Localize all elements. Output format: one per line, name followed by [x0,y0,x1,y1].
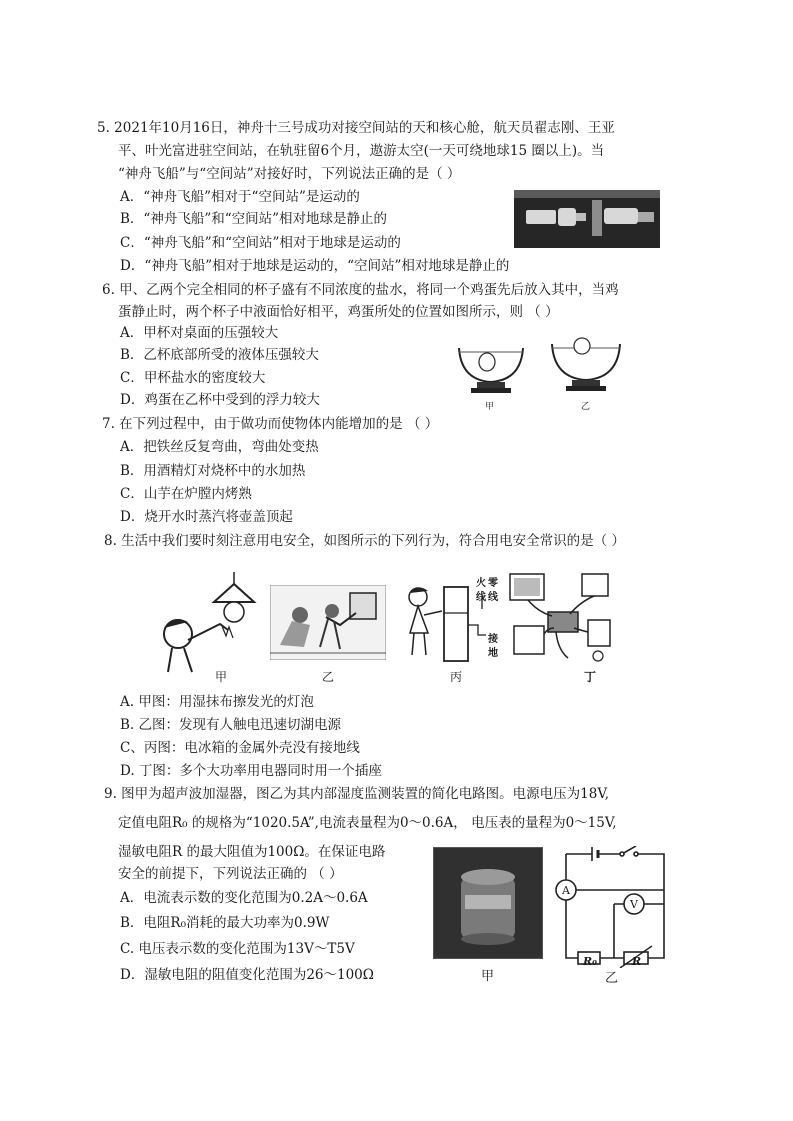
q7-option-c: C．山芋在炉膛内烤熟 [120,486,252,502]
egg-icon [574,338,590,354]
q9-stem-line-2: 定值电阻R₀ 的规格为“1020.5A”,电流表量程为0～0.6A， 电压表的量程为0～15V, [118,815,617,831]
q9-circuit-label-v: V [630,898,638,911]
q6-cup-yi [548,336,624,398]
q8-fig-label-xian-2: 线 [488,592,498,603]
q9-circuit-label-r: R [632,955,642,968]
q9-circuit-label-a: A [562,884,570,897]
q8-option-c: C、丙图：电冰箱的金属外壳没有接地线 [120,740,360,756]
computer-icon [514,626,544,654]
egg-icon [479,353,495,371]
q8-fig-ding-socket [508,572,618,664]
q7-option-b: B．用酒精灯对烧杯中的水加热 [120,463,306,479]
q6-option-b: B．乙杯底部所受的液体压强较大 [120,347,319,363]
q9-caption-yi: 乙 [605,971,619,986]
q5-stem-line-3: “神舟飞船”与“空间站”对接好时，下列说法正确的是（ ） [118,166,461,182]
power-strip-icon [548,612,578,632]
q6-stem-line-1: 6. 甲、乙两个完全相同的杯子盛有不同浓度的盐水，将同一个鸡蛋先后放入其中，当鸡 [102,282,619,298]
q8-caption-ding: 丁 [584,670,597,684]
q8-fig-label-huo: 火 [476,578,486,589]
q5-stem-line-1: 5. 2021年10月16日，神舟十三号成功对接空间站的天和核心舱，航天员翟志刚、王亚 [97,120,615,136]
humidifier-icon [461,869,515,945]
q9-stem-line-1: 9. 图甲为超声波加湿器，图乙为其内部湿度监测装置的简化电路图。电源电压为18V, [104,786,610,802]
q5-option-a: A．“神舟飞船”相对于“空间站”是运动的 [120,189,360,205]
fridge-icon [444,587,468,661]
q9-option-d: D．湿敏电阻的阻值变化范围为26～100Ω [120,967,374,983]
q8-caption-bing: 丙 [450,670,463,684]
q8-option-d: D. 丁图：多个大功率用电器同时用一个插座 [120,763,382,779]
q6-option-d: D．鸡蛋在乙杯中受到的浮力较大 [120,392,320,408]
q9-option-b: B．电阻R₀消耗的最大功率为0.9W [120,915,330,931]
q8-fig-label-jie: 接 [488,634,498,645]
q7-stem: 7. 在下列过程中，由于做功而使物体内能增加的是 （ ） [102,416,439,432]
q9-circuit-label-r0: R₀ [583,955,597,968]
q8-fig-yi-rescue [270,585,386,660]
q5-option-d: D．“神舟飞船”相对于地球是运动的，“空间站”相对地球是静止的 [120,258,510,274]
q5-option-b: B．“神舟飞船”和“空间站”相对地球是静止的 [120,211,388,227]
q8-fig-label-ling: 零 [488,578,498,589]
q6-caption-jia: 甲 [485,402,495,412]
q8-caption-jia: 甲 [215,670,228,684]
q5-option-c: C．“神舟飞船”和“空间站”相对于地球是运动的 [120,235,401,251]
q8-stem: 8. 生活中我们要时刻注意用电安全，如图所示的下列行为，符合用电安全常识的是（ ） [104,533,625,549]
lightbulb-icon [224,602,244,622]
q5-spacecraft-photo [514,190,660,248]
q6-caption-yi: 乙 [581,402,591,412]
q6-option-c: C．甲杯盐水的密度较大 [120,370,266,386]
q8-option-b: B. 乙图：发现有人触电迅速切湖电源 [120,717,342,733]
q6-option-a: A．甲杯对桌面的压强较大 [120,325,279,341]
q6-cup-jia [455,340,527,400]
q9-option-c: C. 电压表示数的变化范围为13V～T5V [120,941,355,957]
q9-stem-line-3: 湿敏电阻R 的最大阻值为100Ω。在保证电路 [118,844,386,860]
q9-caption-jia: 甲 [481,969,495,984]
q8-fig-jia-boy-lamp [152,572,260,674]
q8-fig-label-di: 地 [488,648,498,659]
q7-option-a: A．把铁丝反复弯曲，弯曲处变热 [120,439,319,455]
q9-stem-line-4: 安全的前提下，下列说法正确的 （ ） [118,866,343,882]
q8-fig-label-xian-1: 线 [476,592,486,603]
q8-option-a: A. 甲图：用湿抹布擦发光的灯泡 [120,694,314,710]
q9-option-a: A．电流表示数的变化范围为0.2A～0.6A [120,890,368,906]
q8-caption-yi: 乙 [322,670,335,684]
q7-option-d: D．烧开水时蒸汽将壶盖顶起 [120,509,293,525]
q6-stem-line-2: 蛋静止时，两个杯子中液面恰好相平，鸡蛋所处的位置如图所示，则 （ ） [118,304,559,320]
q9-circuit-diagram [548,846,672,968]
q9-humidifier-photo [433,847,543,959]
q5-stem-line-2: 平、叶光富进驻空间站，在轨驻留6个月，遨游太空(一天可绕地球15 圈以上)。当 [118,143,605,159]
